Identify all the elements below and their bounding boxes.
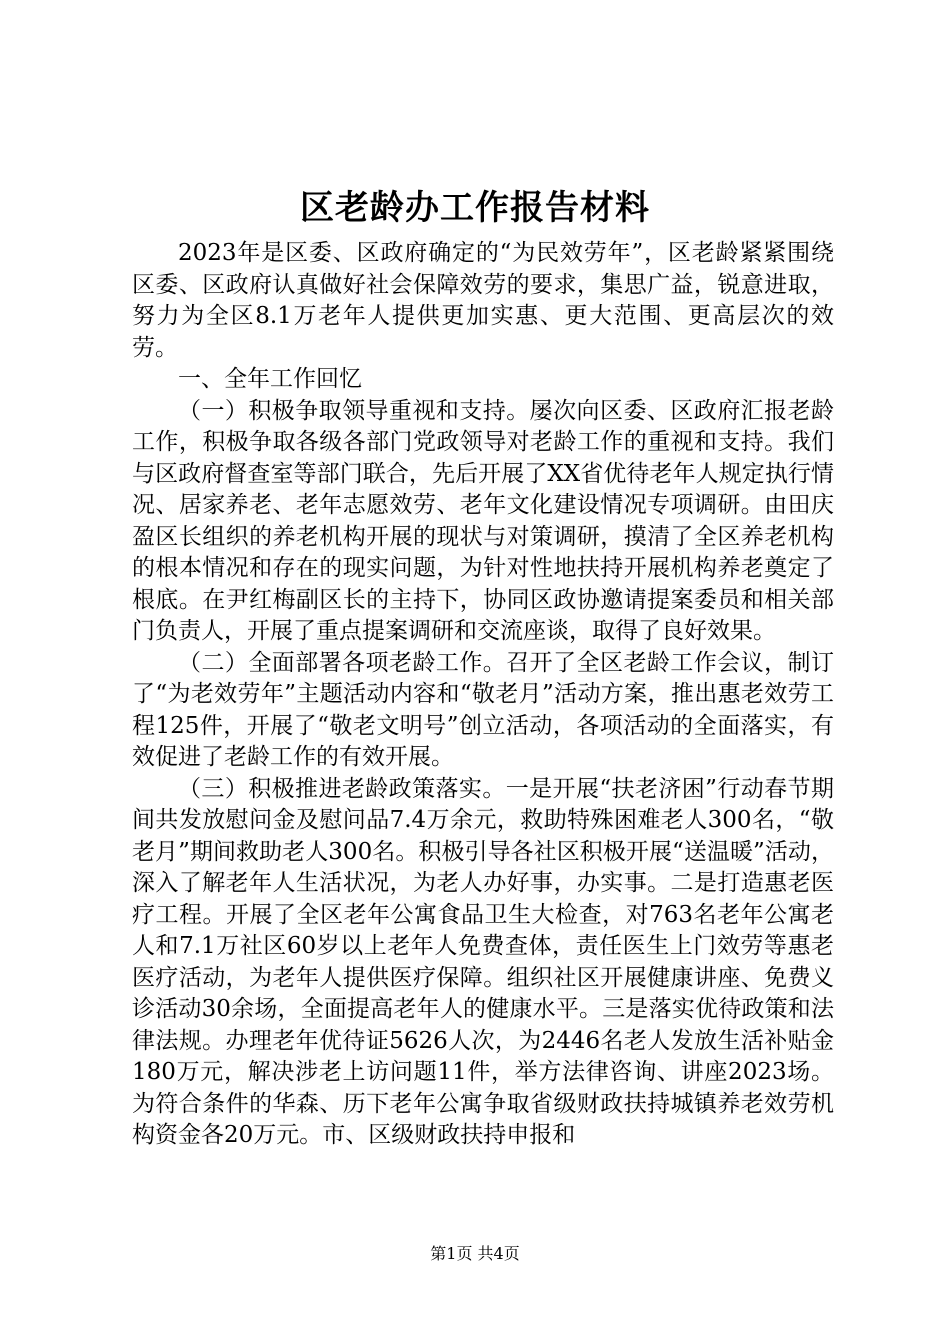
document-title: 区老龄办工作报告材料 (300, 188, 650, 228)
document-body (132, 238, 834, 1152)
paragraph-item-3: （三）积极推进老龄政策落实。一是开展“扶老济困”行动春节期间共发放慰问金及慰问品7.4万余元，救助特殊困难老人300名，“敬老月”期间救助老人300名。积极引导各社区积极开展“送温暖”活动，深入了解老年人生活状况，为老人办好事，办实事。二是打造惠老医疗工程。开展了全区老年公寓食品卫生大检查，对763名老年公寓老人和7.1万社区60岁以上老年人免费查体，责任医生上门效劳等惠老医疗活动，为老年人提供医疗保障。组织社区开展健康讲座、免费义诊活动30余场，全面提高老年人的健康水平。三是落实优待政策和法律法规。办理老年优待证5626人次，为2446名老人发放生活补贴金180万元，解决涉老上访问题11件，举方法律咨询、讲座2023场。为符合条件的华森、历下老年公寓争取省级财政扶持城镇养老效劳机构资金各20万元。市、区级财政扶持申报和 (132, 775, 834, 1148)
paragraph-item-2: （二）全面部署各项老龄工作。召开了全区老龄工作会议，制订了“为老效劳年”主题活动内容和“敬老月”活动方案，推出惠老效劳工程125件，开展了“敬老文明号”创立活动，各项活动的全面落实，有效促进了老龄工作的有效开展。 (132, 649, 834, 770)
section-heading: 一、全年工作回忆 (178, 366, 362, 392)
paragraph-intro: 2023年是区委、区政府确定的“为民效劳年”，区老龄紧紧围绕区委、区政府认真做好社会保障效劳的要求，集思广益，锐意进取，努力为全区8.1万老年人提供更加实惠、更大范围、更高层次的效劳。 (132, 240, 834, 361)
page-number-footer: 第1页 共4页 (430, 1244, 520, 1263)
paragraph-item-1: （一）积极争取领导重视和支持。屡次向区委、区政府汇报老龄工作，积极争取各级各部门党政领导对老龄工作的重视和支持。我们与区政府督查室等部门联合，先后开展了XX省优待老年人规定执行情况、居家养老、老年志愿效劳、老年文化建设情况专项调研。由田庆盈区长组织的养老机构开展的现状与对策调研，摸清了全区养老机构的根本情况和存在的现实问题，为针对性地扶持开展机构养老奠定了根底。在尹红梅副区长的主持下，协同区政协邀请提案委员和相关部门负责人，开展了重点提案调研和交流座谈，取得了良好效果。 (132, 397, 834, 644)
